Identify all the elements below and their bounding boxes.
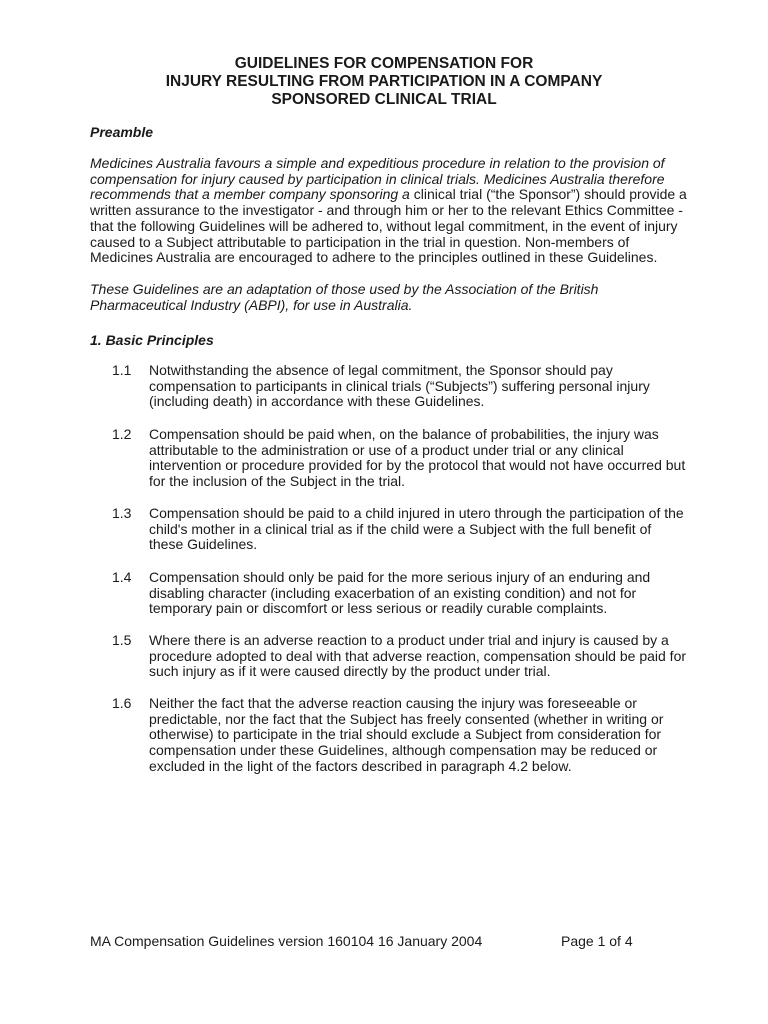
clause-line: Neither the fact that the adverse reaction causing the injury was foreseeable or [149,695,637,711]
clause-text [149,570,650,617]
preamble-paragraph-2 [90,282,690,313]
clause-text [149,633,686,680]
clause-number: 1.5 [112,632,132,648]
preamble-p1-line [90,187,690,203]
clause-line: disabling character (including exacerbation of an existing condition) and not for [149,584,637,601]
clause-line: these Guidelines. [149,536,258,553]
clause-line: procedure adopted to deal with that adverse reaction, compensation should be paid for [149,647,687,664]
footer-page-number: Page 1 of 4 [561,933,633,949]
clause-line: Notwithstanding the absence of legal commitment, the Sponsor should pay [149,362,613,378]
preamble-p1-line: written assurance to the investigator - and through him or her to the relevant Ethics Committee - [90,202,683,219]
clause-number: 1.6 [112,695,132,711]
preamble-paragraph-1 [90,156,690,266]
preamble-p2-line: These Guidelines are an adaptation of those used by the Association of the British [90,281,599,297]
document-title [0,55,768,109]
clause-line: intervention or procedure provided for by the protocol that would not have occurred but [149,457,686,474]
preamble-p1-line-normal-part: clinical trial (“the Sponsor”) should provide a [413,186,687,203]
clause-line: Compensation should be paid when, on the balance of probabilities, the injury was [149,426,659,442]
preamble-p1-line-italic-part: recommends that a member company sponsoring a [90,186,414,203]
preamble-heading: Preamble [90,124,154,140]
clause-line: excluded in the light of the factors described in paragraph 4.2 below. [149,757,572,774]
clause-line: compensation under these Guidelines, although compensation may be reduced or [149,742,658,759]
clause-line: Compensation should be paid to a child injured in utero through the participation of the [149,505,684,521]
title-line-3: SPONSORED CLINICAL TRIAL [271,91,497,108]
clause-text [149,696,663,775]
clause-line: (including death) in accordance with these Guidelines. [149,393,485,410]
clause-number: 1.3 [112,505,132,521]
clause-number: 1.2 [112,426,132,442]
clause-text [149,363,650,410]
clause-line: temporary pain or discomfort or less serious or readily curable complaints. [149,600,608,617]
footer-document-version: MA Compensation Guidelines version 160104 16 January 2004 [90,933,483,949]
clause-line: for the inclusion of the Subject in the trial. [149,473,406,490]
preamble-p1-line: that the following Guidelines will be adhered to, without legal commitment, in the event of injury [90,217,678,234]
section-1-heading: 1. Basic Principles [90,332,214,348]
clause-line: Where there is an adverse reaction to a product under trial and injury is caused by a [149,632,669,648]
clause-line: child's mother in a clinical trial as if the child were a Subject with the full benefit of [149,520,652,537]
clause-text [149,427,685,490]
clause-line: such injury as if it were caused directly by the product under trial. [149,663,551,680]
clause-number: 1.4 [112,569,132,585]
clause-line: otherwise) to participate in the trial should exclude a Subject from consideration for [149,726,662,743]
preamble-p1-line: Medicines Australia favours a simple and expeditious procedure in relation to the provision of [90,155,665,171]
preamble-p2-line: Pharmaceutical Industry (ABPI), for use in Australia. [90,296,413,313]
title-line-2: INJURY RESULTING FROM PARTICIPATION IN A COMPANY [165,73,603,90]
clause-line: compensation to participants in clinical trials (“Subjects”) suffering personal injury [149,377,650,394]
preamble-p1-line: Medicines Australia are encouraged to adhere to the principles outlined in these Guidelines. [90,249,658,266]
clause-line: predictable, nor the fact that the Subject has freely consented (whether in writing or [149,710,664,727]
clause-number: 1.1 [112,362,132,378]
preamble-p1-line: caused to a Subject attributable to participation in the trial in question. Non-members of [90,233,630,250]
clause-line: Compensation should only be paid for the more serious injury of an enduring and [149,569,651,585]
clause-text [149,506,684,553]
clause-line: attributable to the administration or use of a product under trial or any clinical [149,441,624,458]
preamble-p1-line: compensation for injury caused by participation in clinical trials. Medicines Australia therefore [90,170,665,187]
title-line-1: GUIDELINES FOR COMPENSATION FOR [234,55,534,72]
